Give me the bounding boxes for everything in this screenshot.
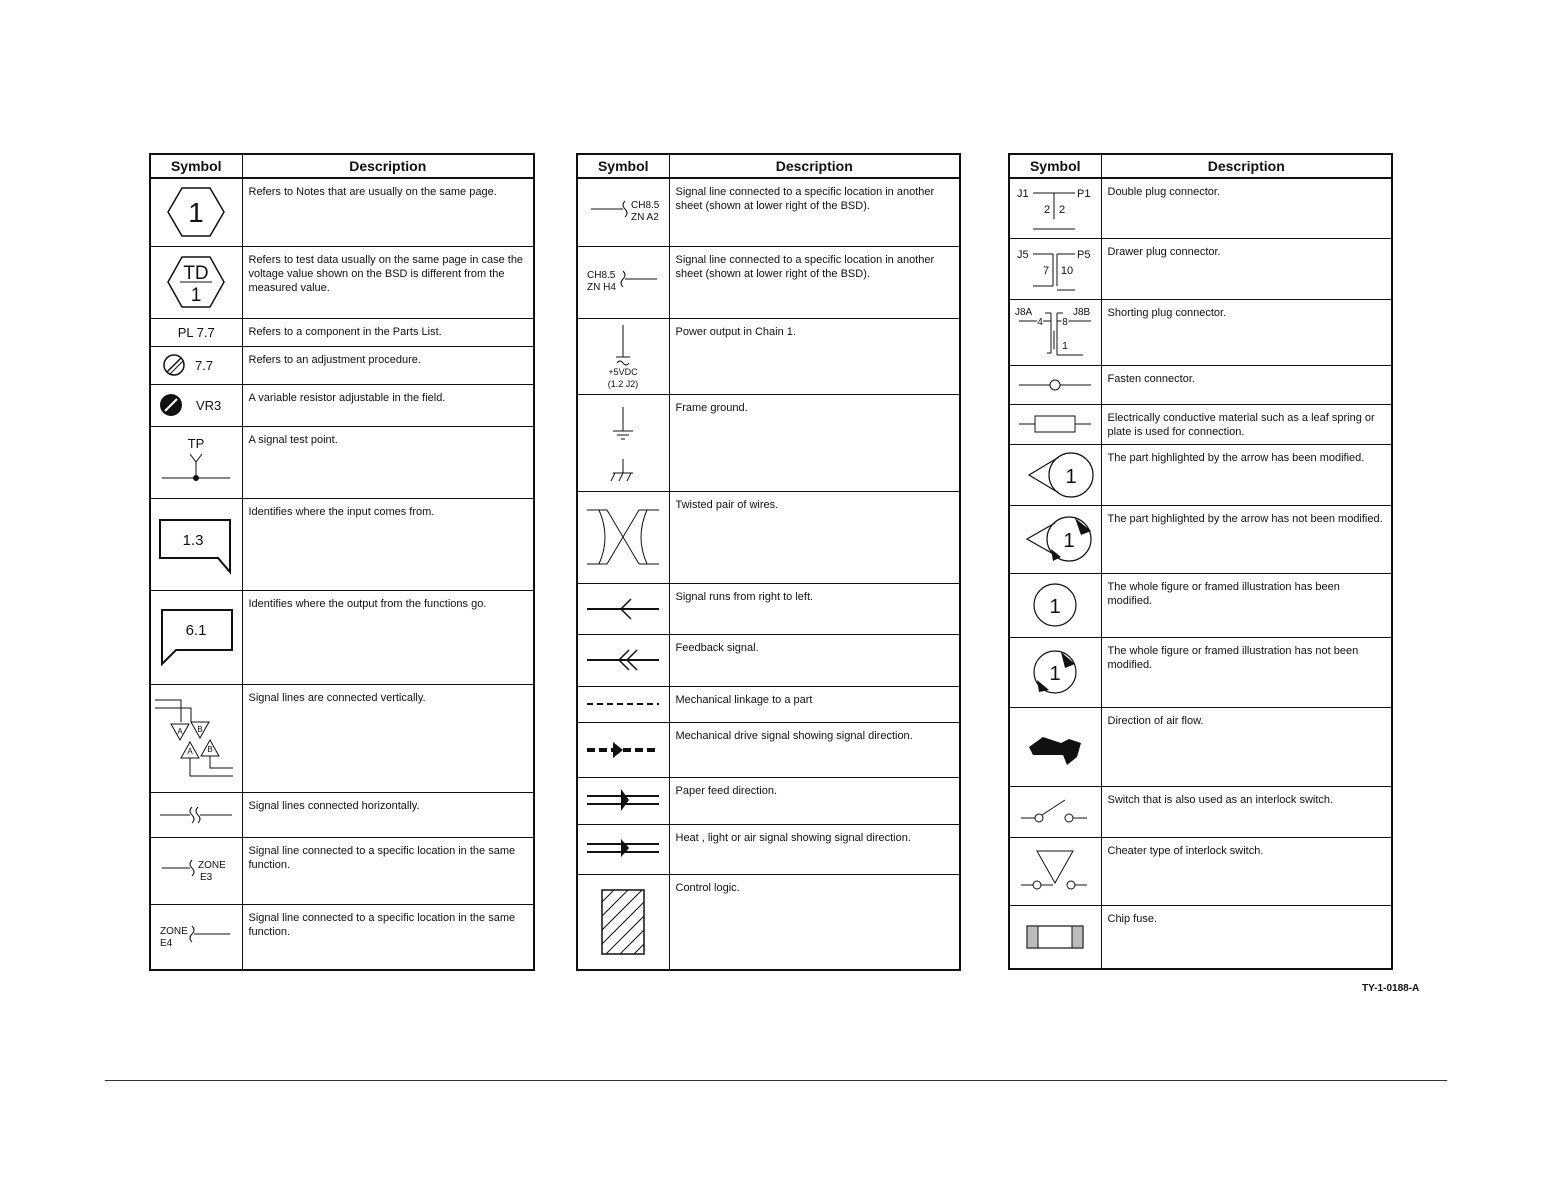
chain-ref-label: (1.2 J2) xyxy=(607,379,639,389)
jack-label: J8A xyxy=(1015,307,1033,318)
legend-row xyxy=(150,792,534,837)
cheater-switch-icon xyxy=(1015,845,1095,897)
description-text: Heat , light or air signal showing signal direction. xyxy=(669,824,960,874)
pin-4: 4 xyxy=(1037,317,1044,328)
description-text: The part highlighted by the arrow has not been modified. xyxy=(1101,505,1392,573)
horizontal-connection-icon xyxy=(156,803,236,827)
modified-part-number: 1 xyxy=(1065,465,1077,488)
unmodified-part-arrow-icon xyxy=(1015,511,1095,567)
mechanical-linkage-icon xyxy=(583,698,663,710)
unmodified-part-number: 1 xyxy=(1063,530,1075,552)
sheet-ref-right-icon xyxy=(583,197,663,227)
heat-light-air-icon xyxy=(583,835,663,863)
legend-row xyxy=(577,777,960,824)
legend-row xyxy=(150,590,534,684)
input-ref-label: 1.3 xyxy=(182,532,204,549)
test-data-hexagon-icon xyxy=(166,254,226,310)
description-text: Shorting plug connector. xyxy=(1101,299,1392,365)
legend-row xyxy=(150,904,534,970)
description-text: A signal test point. xyxy=(242,426,534,498)
twisted-pair-icon xyxy=(583,502,663,572)
legend-row xyxy=(1009,786,1392,837)
drawer-plug-icon xyxy=(1013,244,1097,294)
zone-label: ZONE xyxy=(160,925,189,937)
legend-row xyxy=(150,498,534,590)
description-text: Electrically conductive material such as a leaf spring or plate is used for connection. xyxy=(1101,404,1392,444)
svg-text:A: A xyxy=(187,747,193,756)
control-logic-icon xyxy=(598,888,648,956)
description-text: Chip fuse. xyxy=(1101,905,1392,969)
description-text: Drawer plug connector. xyxy=(1101,238,1392,299)
legend-row xyxy=(1009,299,1392,365)
description-text: Power output in Chain 1. xyxy=(669,318,960,394)
interlock-switch-icon xyxy=(1015,794,1095,830)
plug-label: J8B xyxy=(1073,307,1091,318)
description-text: Signal line connected to a specific location in another sheet (shown at lower right of the BSD). xyxy=(669,246,960,318)
plug-pin: 10 xyxy=(1061,264,1074,277)
description-text: Double plug connector. xyxy=(1101,178,1392,238)
description-text: Fasten connector. xyxy=(1101,365,1392,404)
sheet-label: CH8.5 xyxy=(631,200,660,212)
zone-value: ZN A2 xyxy=(631,212,660,224)
description-header: Description xyxy=(669,154,960,178)
double-plug-icon xyxy=(1013,183,1097,233)
test-data-bottom: 1 xyxy=(190,285,202,306)
sheet-label: CH8.5 xyxy=(587,270,616,281)
description-text: Direction of air flow. xyxy=(1101,707,1392,786)
zone-ref-left-icon xyxy=(156,922,236,952)
description-text: Feedback signal. xyxy=(669,634,960,686)
legend-row xyxy=(577,246,960,318)
modified-part-arrow-icon xyxy=(1015,449,1095,501)
jack-pin: 2 xyxy=(1044,204,1051,217)
note-number: 1 xyxy=(188,197,205,229)
description-text: Cheater type of interlock switch. xyxy=(1101,837,1392,905)
description-header: Description xyxy=(242,154,534,178)
shorting-plug-icon xyxy=(1013,303,1097,361)
conductive-material-icon xyxy=(1015,412,1095,436)
zone-value: E4 xyxy=(160,937,173,949)
plug-label: P5 xyxy=(1077,248,1091,261)
legend-table-1 xyxy=(149,153,535,971)
legend-row xyxy=(150,346,534,384)
legend-row xyxy=(1009,637,1392,707)
pin-1: 1 xyxy=(1062,341,1069,352)
figure-code: TY-1-0188-A xyxy=(1362,983,1420,994)
modified-figure-icon xyxy=(1030,580,1080,630)
voltage-label: +5VDC xyxy=(608,367,638,377)
pin-8: 8 xyxy=(1062,317,1069,328)
resistor-label: VR3 xyxy=(196,398,222,413)
description-text: Refers to an adjustment procedure. xyxy=(242,346,534,384)
legend-table-2 xyxy=(576,153,961,971)
legend-row xyxy=(1009,837,1392,905)
symbol-header: Symbol xyxy=(1009,154,1101,178)
vertical-connection-icon xyxy=(153,692,239,784)
description-text: Refers to test data usually on the same page in case the voltage value shown on the BSD is different from the measured value. xyxy=(242,246,534,318)
legend-row xyxy=(577,686,960,722)
unmodified-figure-icon xyxy=(1029,646,1081,698)
zone-value: E3 xyxy=(200,871,213,883)
jack-pin: 7 xyxy=(1043,264,1050,277)
legend-row xyxy=(1009,573,1392,637)
test-point-icon xyxy=(156,434,236,490)
legend-row xyxy=(577,722,960,777)
description-text: Signal runs from right to left. xyxy=(669,583,960,634)
chip-fuse-icon xyxy=(1025,922,1085,952)
description-text: Signal line connected to a specific location in another sheet (shown at lower right of the BSD). xyxy=(669,178,960,246)
plug-label: P1 xyxy=(1077,188,1091,201)
output-ref-label: 6.1 xyxy=(185,622,207,639)
test-point-label: TP xyxy=(187,436,205,451)
description-text: The whole figure or framed illustration has been modified. xyxy=(1101,573,1392,637)
legend-row xyxy=(1009,238,1392,299)
paper-feed-icon xyxy=(583,787,663,815)
description-text: Signal line connected to a specific location in the same function. xyxy=(242,837,534,904)
test-data-top: TD xyxy=(183,263,209,284)
legend-row xyxy=(577,318,960,394)
legend-row xyxy=(150,426,534,498)
air-flow-icon xyxy=(1015,725,1095,769)
description-text: Refers to Notes that are usually on the same page. xyxy=(242,178,534,246)
description-text: Mechanical linkage to a part xyxy=(669,686,960,722)
svg-text:B: B xyxy=(207,745,213,754)
legend-row xyxy=(577,178,960,246)
zone-value: ZN H4 xyxy=(587,282,617,293)
legend-row xyxy=(577,491,960,583)
legend-row xyxy=(1009,707,1392,786)
fasten-connector-icon xyxy=(1015,375,1095,395)
jack-label: J5 xyxy=(1017,248,1029,261)
symbol-header: Symbol xyxy=(150,154,242,178)
jack-label: J1 xyxy=(1017,188,1029,201)
legend-row xyxy=(577,394,960,491)
footer-divider xyxy=(105,1080,1447,1081)
description-text: A variable resistor adjustable in the field. xyxy=(242,384,534,426)
description-text: Refers to a component in the Parts List. xyxy=(242,318,534,346)
description-text: Signal lines are connected vertically. xyxy=(242,684,534,792)
legend-table-3 xyxy=(1008,153,1393,970)
description-text: Signal lines connected horizontally. xyxy=(242,792,534,837)
legend-row xyxy=(150,318,534,346)
legend-row xyxy=(150,178,534,246)
description-text: Mechanical drive signal showing signal direction. xyxy=(669,722,960,777)
zone-ref-right-icon xyxy=(156,856,236,886)
legend-row xyxy=(150,384,534,426)
description-text: Switch that is also used as an interlock switch. xyxy=(1101,786,1392,837)
description-text: Paper feed direction. xyxy=(669,777,960,824)
ground-icon xyxy=(593,401,653,485)
legend-row xyxy=(150,837,534,904)
description-header: Description xyxy=(1101,154,1392,178)
adjustment-label: 7.7 xyxy=(195,358,214,373)
symbol-header: Symbol xyxy=(577,154,669,178)
description-text: Signal line connected to a specific location in the same function. xyxy=(242,904,534,970)
legend-row xyxy=(577,874,960,970)
input-callout-icon xyxy=(156,512,236,576)
legend-row xyxy=(1009,365,1392,404)
output-callout-icon xyxy=(156,604,236,670)
legend-row xyxy=(1009,178,1392,238)
plug-pin: 2 xyxy=(1059,204,1066,217)
note-hexagon-icon xyxy=(166,185,226,239)
mechanical-drive-icon xyxy=(583,738,663,762)
legend-row xyxy=(1009,905,1392,969)
adjustment-icon xyxy=(161,352,231,378)
legend-row xyxy=(577,824,960,874)
legend-row xyxy=(577,583,960,634)
description-text: Frame ground. xyxy=(669,394,960,491)
parts-list-label: PL 7.7 xyxy=(150,318,242,346)
description-text: Twisted pair of wires. xyxy=(669,491,960,583)
arrow-left-icon xyxy=(583,597,663,621)
unmodified-figure-number: 1 xyxy=(1049,663,1061,685)
variable-resistor-icon xyxy=(158,392,234,418)
modified-figure-number: 1 xyxy=(1049,596,1061,618)
zone-label: ZONE xyxy=(198,859,227,871)
legend-row xyxy=(150,246,534,318)
power-output-icon xyxy=(588,321,658,391)
description-text: The whole figure or framed illustration has not been modified. xyxy=(1101,637,1392,707)
connector-a-label: A xyxy=(177,727,183,736)
description-text: Identifies where the output from the functions go. xyxy=(242,590,534,684)
legend-row xyxy=(150,684,534,792)
description-text: The part highlighted by the arrow has been modified. xyxy=(1101,444,1392,505)
connector-b-label: B xyxy=(197,725,203,734)
legend-row xyxy=(1009,404,1392,444)
sheet-ref-left-icon xyxy=(583,267,663,297)
legend-row xyxy=(1009,505,1392,573)
description-text: Control logic. xyxy=(669,874,960,970)
feedback-arrow-icon xyxy=(583,648,663,672)
description-text: Identifies where the input comes from. xyxy=(242,498,534,590)
legend-row xyxy=(577,634,960,686)
legend-row xyxy=(1009,444,1392,505)
